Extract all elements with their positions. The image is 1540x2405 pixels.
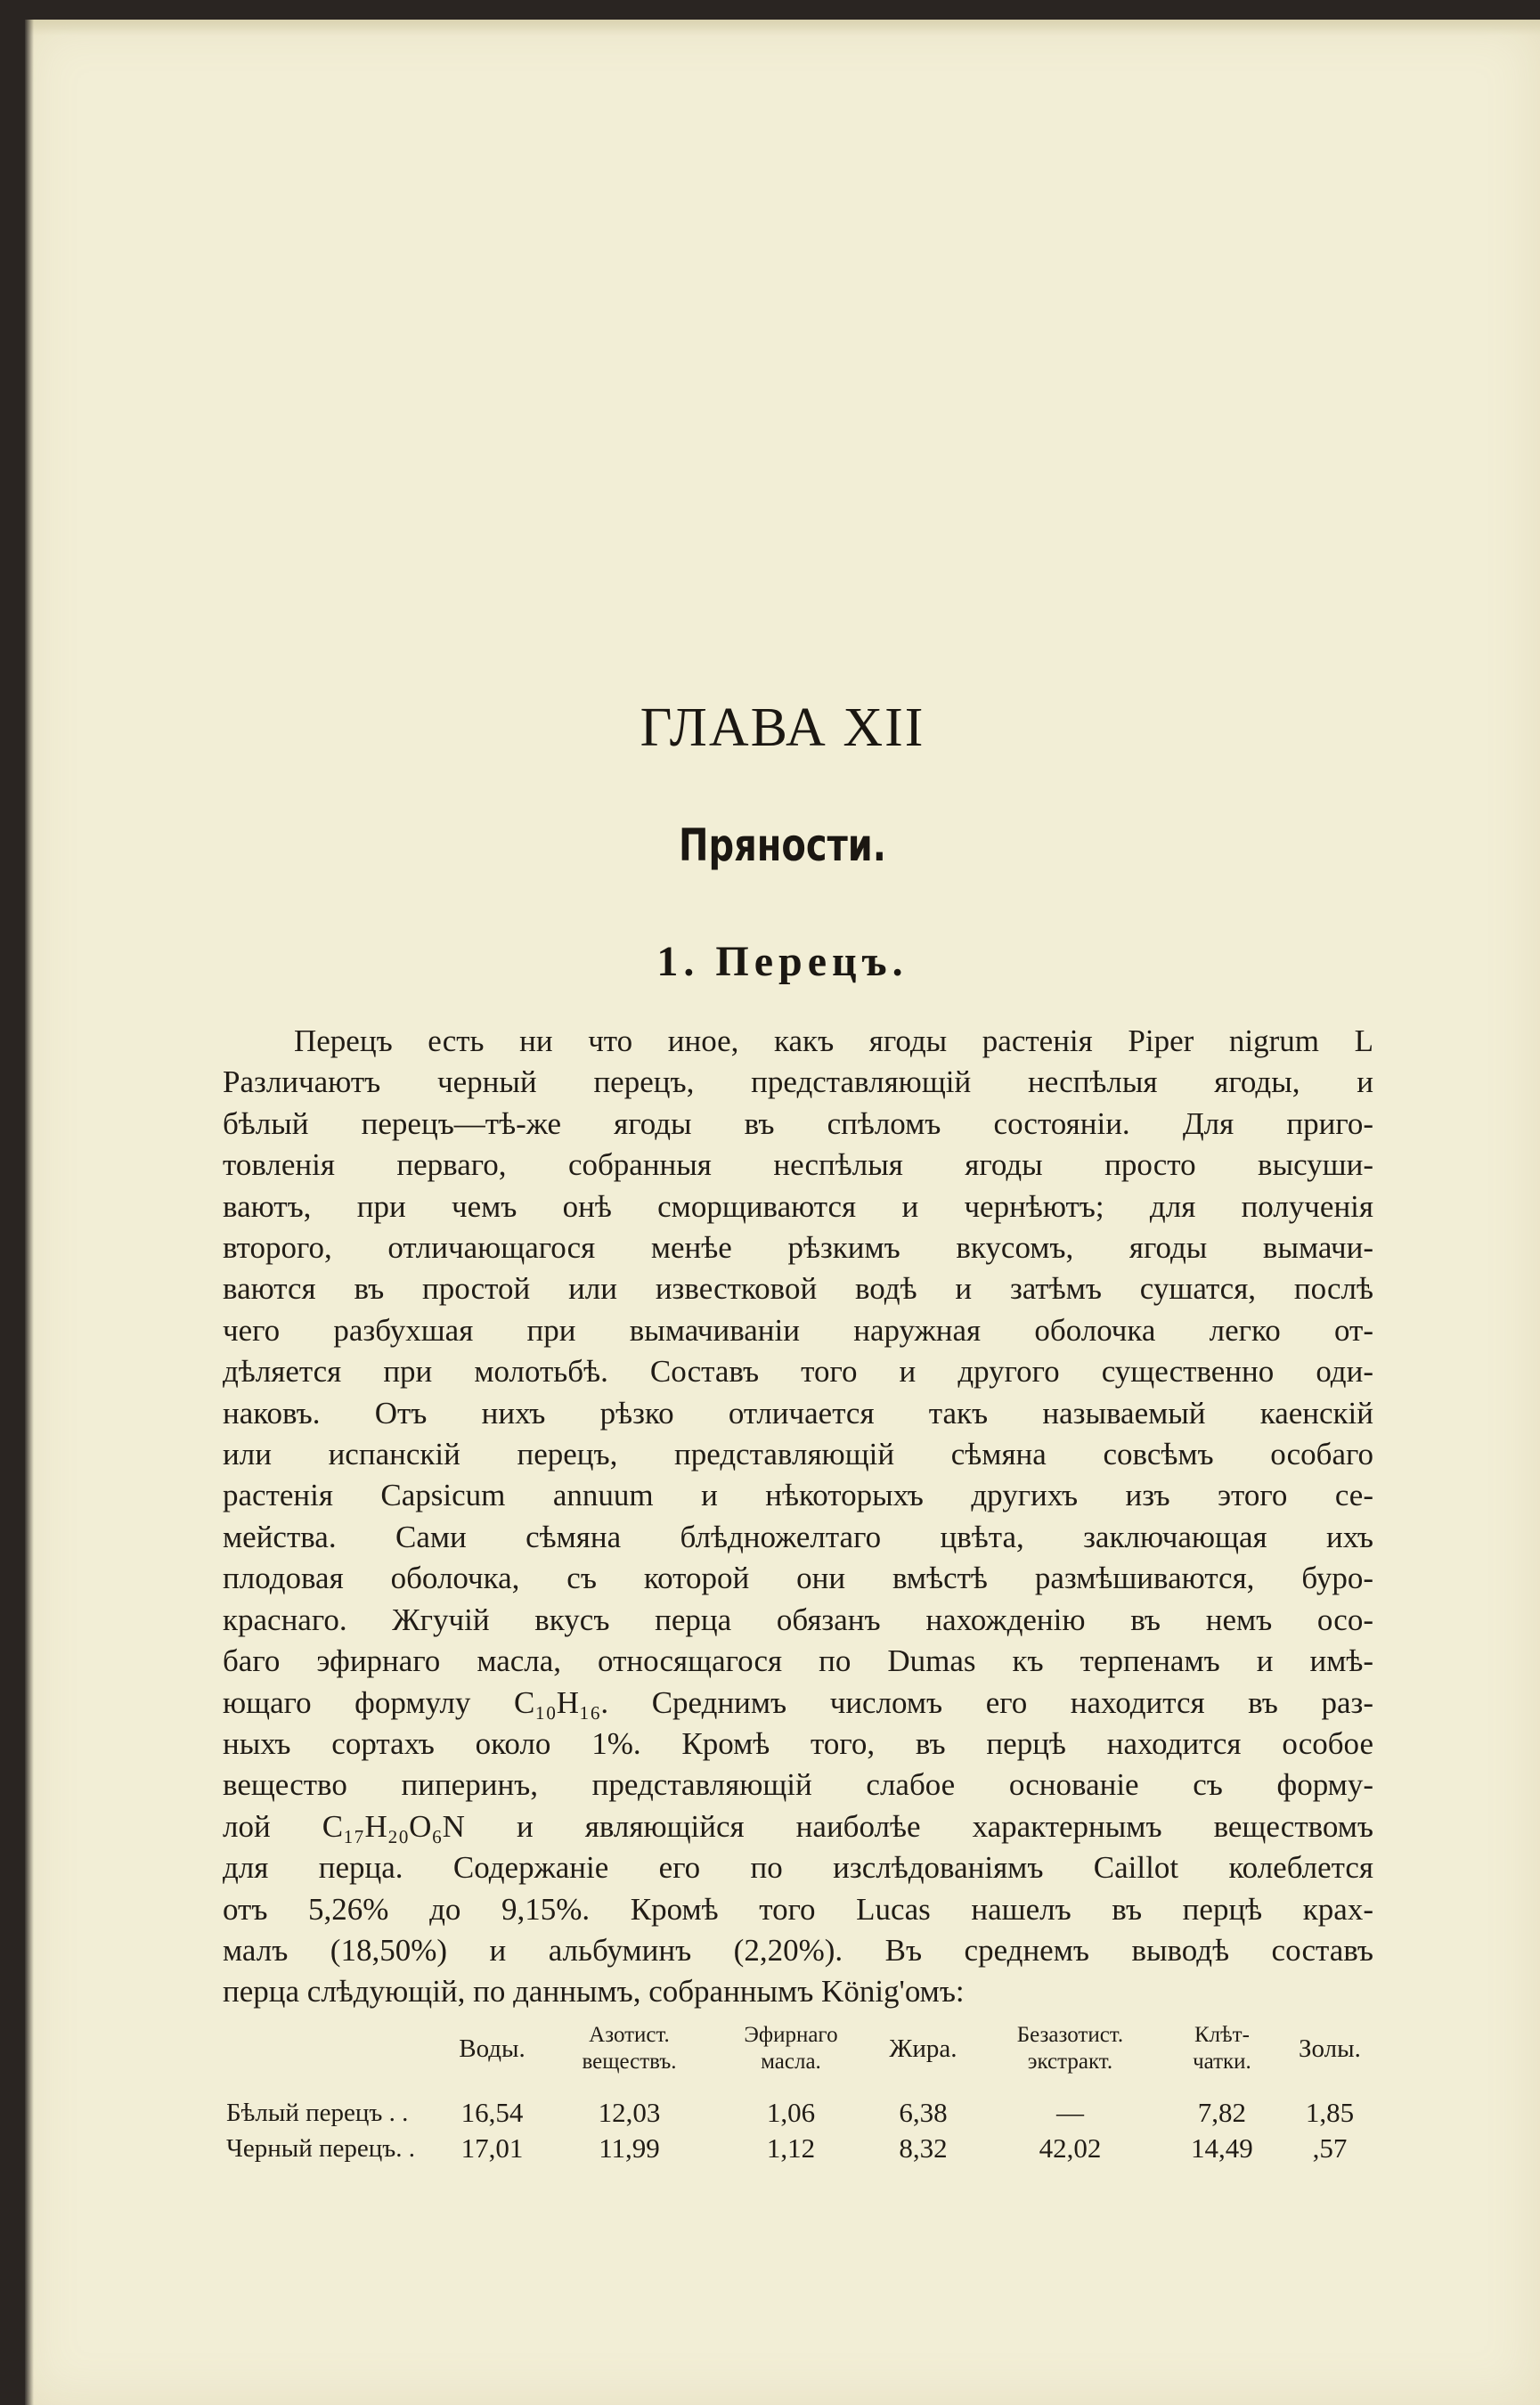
text-line: второго, отличающагося менѣе рѣзкимъ вкусомъ, ягоды вымачи- [223, 1230, 1373, 1266]
text-line: наковъ. Отъ нихъ рѣзко отличается такъ называемый каенскій [223, 1395, 1373, 1431]
table-cell: 7,82 [1197, 2097, 1247, 2128]
text-line: бѣлый перецъ—тѣ-же ягоды въ спѣломъ состояніи. Для приго- [223, 1105, 1373, 1141]
table-cell: 17,01 [460, 2132, 524, 2164]
header-fiber: Клѣт- чатки. [1193, 2023, 1251, 2074]
header-ash: Золы. [1299, 2034, 1361, 2063]
header-empty [223, 2022, 438, 2095]
table-cell: 1,06 [766, 2097, 816, 2128]
header-water: Воды. [459, 2034, 526, 2063]
row-label: Бѣлый перецъ . . [226, 2099, 409, 2127]
text-line: дѣляется при молотьбѣ. Составъ того и другого существенно оди- [223, 1354, 1373, 1390]
text-line: Различаютъ черный перецъ, представляющій неспѣлыя ягоды, и [223, 1064, 1373, 1100]
table-row [223, 2131, 1379, 2166]
text-line: товленія перваго, собранныя неспѣлыя ягоды просто высуши- [223, 1147, 1373, 1183]
row-label: Черный перецъ. . [226, 2134, 416, 2163]
table-header-row [223, 2022, 1379, 2095]
text-line: отъ 5,26% до 9,15%. Кромѣ того Lucas нашелъ въ перцѣ крах- [223, 1891, 1373, 1927]
table-cell: — [1055, 2097, 1084, 2128]
text-line: ющаго формулу C₁₀H₁₆. Среднимъ числомъ его находится въ раз- [223, 1684, 1373, 1720]
table-cell: 16,54 [460, 2097, 524, 2128]
book-page [25, 20, 1540, 2405]
text-line: баго эфирнаго масла, относящагося по Dumas къ терпенамъ и имѣ- [223, 1643, 1373, 1679]
table-cell: 6,38 [899, 2097, 948, 2128]
text-line: ныхъ сортахъ около 1%. Кромѣ того, въ перцѣ находится особое [223, 1725, 1373, 1761]
chapter-title: ГЛАВА XII [640, 697, 925, 758]
text-line: Перецъ есть ни что иное, какъ ягоды растенія Piper nigrum L [294, 1023, 1373, 1058]
text-line: или испанскій перецъ, представляющій сѣмяна совсѣмъ особаго [223, 1437, 1373, 1472]
text-line: плодовая оболочка, съ которой они вмѣстѣ размѣшиваются, буро- [223, 1561, 1373, 1596]
text-line: чего разбухшая при вымачиваніи наружная оболочка легко от- [223, 1312, 1373, 1348]
table-cell: 11,99 [599, 2132, 660, 2164]
table-row [223, 2095, 1379, 2131]
page-binding-edge [25, 20, 34, 2405]
subsection-title: 1. Перецъ. [656, 938, 909, 985]
table-cell: 1,85 [1305, 2097, 1355, 2128]
text-line: ваются въ простой или известковой водѣ и затѣмъ сушатся, послѣ [223, 1271, 1373, 1307]
table-cell: 8,32 [899, 2132, 948, 2164]
header-nitrogen-free-extract: Безазотист. экстракт. [1016, 2023, 1124, 2074]
header-fat: Жира. [889, 2034, 957, 2063]
text-line: перца слѣдующій, по даннымъ, собраннымъ König'омъ: [223, 1974, 965, 2010]
text-line: мейства. Сами сѣмяна блѣдножелтаго цвѣта, заключающая ихъ [223, 1519, 1373, 1554]
composition-table [223, 2022, 1379, 2166]
paragraph-pepper [223, 1021, 1373, 2013]
text-line: вещество пиперинъ, представляющій слабое основаніе съ форму- [223, 1767, 1373, 1803]
header-essential-oil: Эфирнаго масла. [744, 2023, 838, 2074]
table-cell: 12,03 [598, 2097, 661, 2128]
table-cell: 42,02 [1039, 2132, 1102, 2164]
text-line: растенія Capsicum annuum и нѣкоторыхъ другихъ изъ этого се- [223, 1478, 1373, 1513]
header-nitrogen: Азотист. веществъ. [582, 2023, 677, 2074]
text-line: ваютъ, при чемъ онѣ сморщиваются и чернѣютъ; для полученія [223, 1188, 1373, 1224]
text-line: лой C₁₇H₂₀O₆N и являющійся наиболѣе характернымъ веществомъ [223, 1808, 1373, 1844]
text-line: малъ (18,50%) и альбуминъ (2,20%). Въ среднемъ выводѣ составъ [223, 1932, 1373, 1968]
table-cell: 14,49 [1191, 2132, 1253, 2164]
table-cell: 1,12 [766, 2132, 816, 2164]
section-title: Пряности. [678, 819, 887, 871]
text-line: краснаго. Жгучій вкусъ перца обязанъ нахожденію въ немъ осо- [223, 1602, 1373, 1637]
text-line: для перца. Содержаніе его по изслѣдованіямъ Caillot колеблется [223, 1850, 1373, 1886]
table-cell: ,57 [1312, 2132, 1348, 2164]
